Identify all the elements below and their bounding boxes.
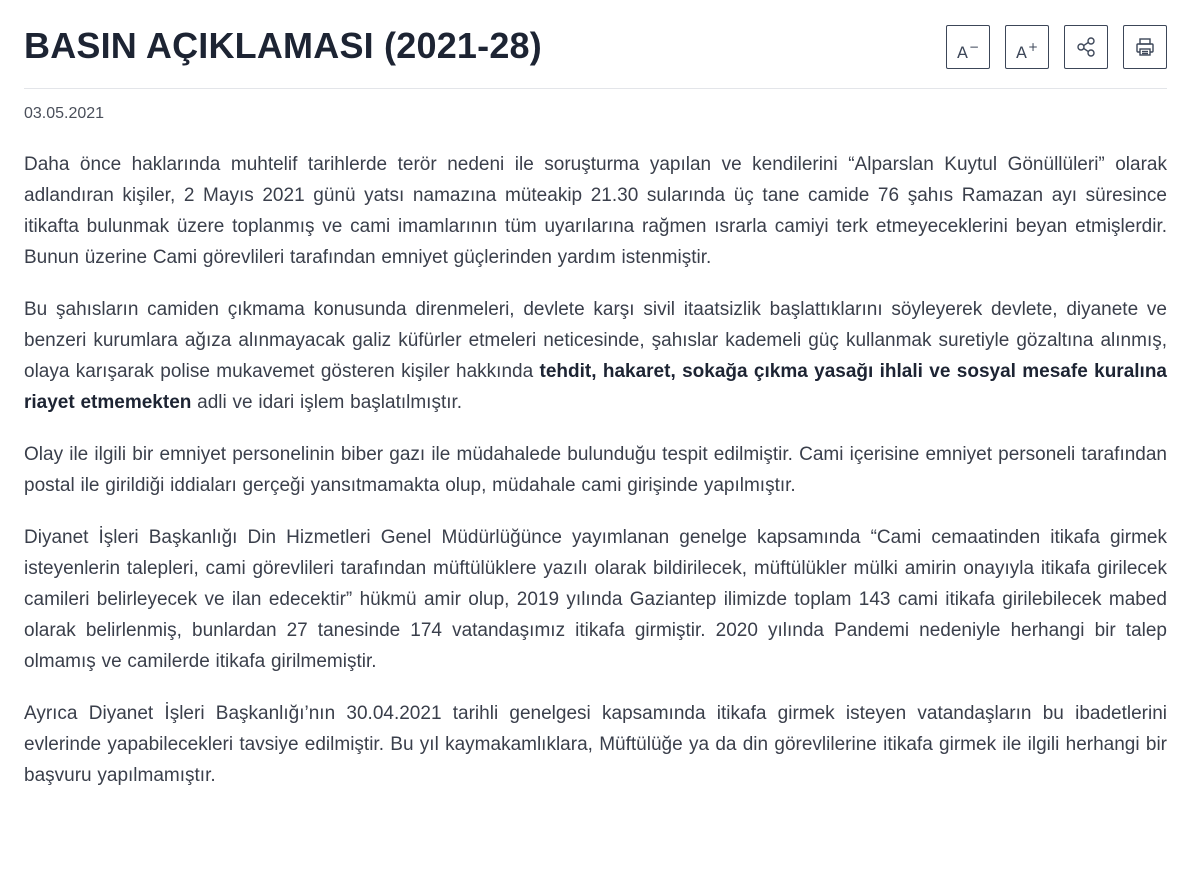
paragraph-2-end: adli ve idari işlem başlatılmıştır.	[191, 392, 463, 413]
paragraph-2-text: Bu şahısların camiden çıkmama konusunda direnmeleri, devlete karşı sivil itaatsizlik başlattıklarını söyleyerek devlete, diyanete ve benzeri kurumlara ağıza alınmayacak galiz küfürler etmeleri neticesinde, şahıslar kademeli güç kullanmak suretiyle gözaltına alınmış, olaya karışarak polise mukavemet gösteren kişiler hakkında	[24, 299, 1167, 382]
share-button[interactable]	[1064, 25, 1108, 69]
font-decrease-sign: −	[968, 40, 979, 54]
printer-icon	[1134, 36, 1156, 58]
article-toolbar	[946, 25, 1167, 69]
paragraph-4: Diyanet İşleri Başkanlığı Din Hizmetleri Genel Müdürlüğünce yayımlanan genelge kapsamında “Cami cemaatinden itikafa girmek isteyenlerin talepleri, cami görevlileri tarafından müftülüklere yazılı olarak bildirilecek, müftülükler mülki amirin onayıyla itikafa girilecek camileri belirleyecek ve ilan edecektir” hükmü amir olup, 2019 yılında Gaziantep ilimizde toplam 143 cami itikafa girilebilecek mabed olarak belirlenmiş, bunlardan 27 tanesinde 174 vatandaşımız itikafa girmiştir. 2020 yılında Pandemi nedeniyle herhangi bir talep olmamış ve camilerde itikafa girilmemiştir.	[24, 527, 1167, 672]
share-icon	[1075, 36, 1097, 58]
font-increase-sign: +	[1027, 40, 1038, 54]
paragraph-3: Olay ile ilgili bir emniyet personelinin biber gazı ile müdahalede bulunduğu tespit edilmiştir. Cami içerisine emniyet personeli tarafından postal ile girildiği iddiaları gerçeği yansıtmamakta olup, müdahale cami girişinde yapılmıştır.	[24, 444, 1167, 496]
article-body	[24, 149, 1167, 812]
font-increase-icon	[1016, 39, 1038, 61]
font-decrease-button[interactable]	[946, 25, 990, 69]
paragraph-2-bold: tehdit, hakaret, sokağa çıkma yasağı ihlali ve sosyal mesafe kuralına riayet etmemekten	[24, 361, 1167, 413]
paragraph-5: Ayrıca Diyanet İşleri Başkanlığı’nın 30.04.2021 tarihli genelgesi kapsamında itikafa girmek isteyen vatandaşların bu ibadetlerini evlerinde yapabilecekleri tavsiye edilmiştir. Bu yıl kaymakamlıklara, Müftülüğe ya da din görevlilerine itikafa girmek ile ilgili herhangi bir başvuru yapılmamıştır.	[24, 703, 1167, 786]
font-decrease-letter: A	[956, 43, 968, 62]
print-button[interactable]	[1123, 25, 1167, 69]
publish-date: 03.05.2021	[24, 105, 105, 122]
paragraph-2	[24, 294, 1167, 418]
font-increase-button[interactable]	[1005, 25, 1049, 69]
font-increase-letter: A	[1015, 43, 1027, 62]
page-title: BASIN AÇIKLAMASI (2021-28)	[24, 25, 542, 66]
font-decrease-icon	[957, 39, 979, 61]
header-divider	[24, 88, 1167, 89]
paragraph-1: Daha önce haklarında muhtelif tarihlerde terör nedeni ile soruşturma yapılan ve kendilerini “Alparslan Kuytul Gönüllüleri” olarak adlandıran kişiler, 2 Mayıs 2021 günü yatsı namazına müteakip 21.30 sularında üç tane camide 76 şahıs Ramazan ayı süresince itikafta bulunmak üzere toplanmış ve cami imamlarının tüm uyarılarına rağmen ısrarla camiyi terk etmeyeceklerini beyan etmişlerdir. Bunun üzerine Cami görevlileri tarafından emniyet güçlerinden yardım istenmiştir.	[24, 154, 1167, 268]
